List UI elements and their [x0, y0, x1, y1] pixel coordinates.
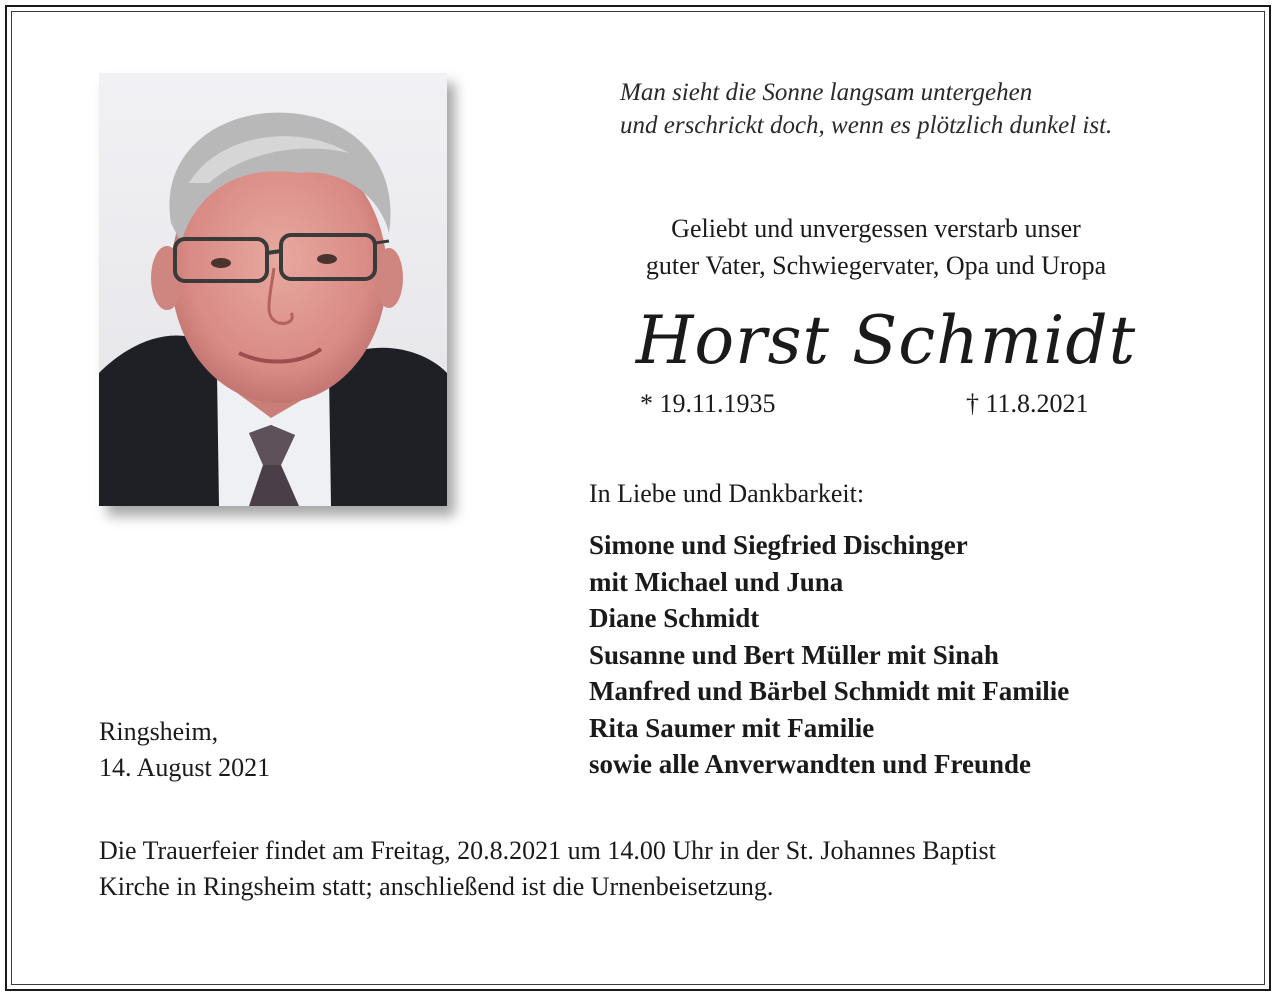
birth-date: * 19.11.1935: [640, 389, 776, 418]
love-and-gratitude-line: In Liebe und Dankbarkeit:: [589, 479, 865, 508]
deceased-name: Horst Schmidt: [635, 302, 1137, 379]
intro-text: [576, 210, 1176, 284]
funeral-notice: [99, 833, 996, 905]
mourner-line: Manfred und Bärbel Schmidt mit Familie: [589, 676, 1070, 706]
portrait-photo: [99, 73, 447, 506]
place-town: Ringsheim,: [99, 717, 219, 746]
mourners-list: [589, 527, 1069, 783]
place-date: 14. August 2021: [99, 753, 271, 782]
death-date: † 11.8.2021: [966, 389, 1089, 418]
mourner-line: Rita Saumer mit Familie: [589, 712, 875, 743]
intro-line-1: Geliebt und unvergessen verstarb unser: [671, 214, 1081, 243]
mourner-line: Diane Schmidt: [589, 603, 760, 633]
mourner-line: Susanne und Bert Müller mit Sinah: [589, 639, 999, 670]
quote-line-1: Man sieht die Sonne langsam untergehen: [620, 79, 1033, 106]
mourner-line: Simone und Siegfried Dischinger: [589, 530, 968, 560]
quote-line-2: und erschrickt doch, wenn es plötzlich dunkel ist.: [620, 112, 1113, 139]
mourner-line: sowie alle Anverwandten und Freunde: [589, 749, 1032, 779]
funeral-line-1: Die Trauerfeier findet am Freitag, 20.8.2021 um 14.00 Uhr in der St. Johannes Baptist: [99, 836, 996, 865]
funeral-line-2: Kirche in Ringsheim statt; anschließend ist die Urnenbeisetzung.: [99, 872, 774, 901]
poem-quote: [620, 76, 1112, 142]
intro-line-2: guter Vater, Schwiegervater, Opa und Uropa: [645, 251, 1107, 280]
mourner-line: mit Michael und Juna: [589, 566, 844, 597]
place-and-date: [99, 714, 270, 786]
